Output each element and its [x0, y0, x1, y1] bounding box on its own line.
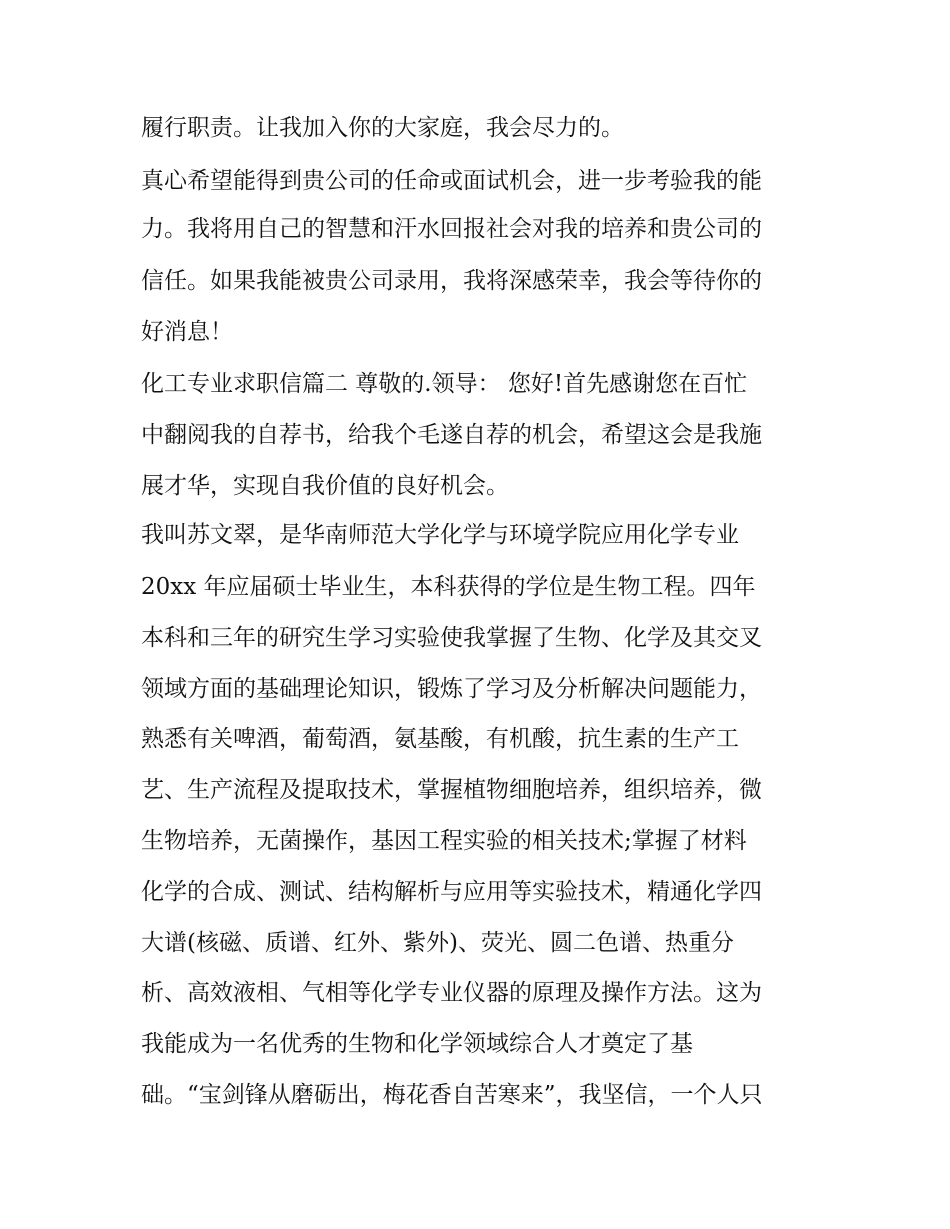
- text-line: 我叫苏文翠，是华南师范大学化学与环境学院应用化学专业: [141, 522, 739, 548]
- text-line: 真心希望能得到贵公司的任命或面试机会，进一步考验我的能: [141, 168, 762, 194]
- text-line: 础。“宝剑锋从磨砺出，梅花香自苦寒来”，我坚信，一个人只: [141, 1082, 763, 1108]
- text-line: 本科和三年的研究生学习实验使我掌握了生物、化学及其交叉: [141, 625, 762, 651]
- text-line: 信任。如果我能被贵公司录用，我将深感荣幸，我会等待你的: [141, 268, 762, 294]
- text-line: 艺、生产流程及提取技术，掌握植物细胞培养，组织培养，微: [141, 777, 762, 803]
- text-line: 我能成为一名优秀的生物和化学领域综合人才奠定了基: [141, 1031, 693, 1057]
- text-line: 力。我将用自己的智慧和汗水回报社会对我的培养和贵公司的: [141, 216, 762, 242]
- text-line: 履行职责。让我加入你的大家庭，我会尽力的。: [141, 115, 624, 141]
- text-line: 熟悉有关啤酒，葡萄酒，氨基酸，有机酸，抗生素的生产工: [141, 726, 739, 752]
- text-line: 大谱(核磁、质谱、红外、紫外)、荧光、圆二色谱、热重分: [141, 930, 734, 956]
- text-line: 20xx 年应届硕士毕业生，本科获得的学位是生物工程。四年: [141, 574, 756, 600]
- text-line: 领域方面的基础理论知识，锻炼了学习及分析解决问题能力，: [141, 676, 762, 702]
- text-line: 中翻阅我的自荐书，给我个毛遂自荐的机会，希望这会是我施: [141, 422, 762, 448]
- text-line: 生物培养，无菌操作，基因工程实验的相关技术;掌握了材料: [141, 828, 747, 854]
- text-line: 好消息！: [141, 319, 233, 345]
- text-line: 化学的合成、测试、结构解析与应用等实验技术，精通化学四: [141, 879, 762, 905]
- text-line: 展才华，实现自我价值的良好机会。: [141, 473, 509, 499]
- text-line: 析、高效液相、气相等化学专业仪器的原理及操作方法。这为: [141, 980, 762, 1006]
- text-line: 化工专业求职信篇二 尊敬的.领导： 您好!首先感谢您在百忙: [141, 371, 748, 397]
